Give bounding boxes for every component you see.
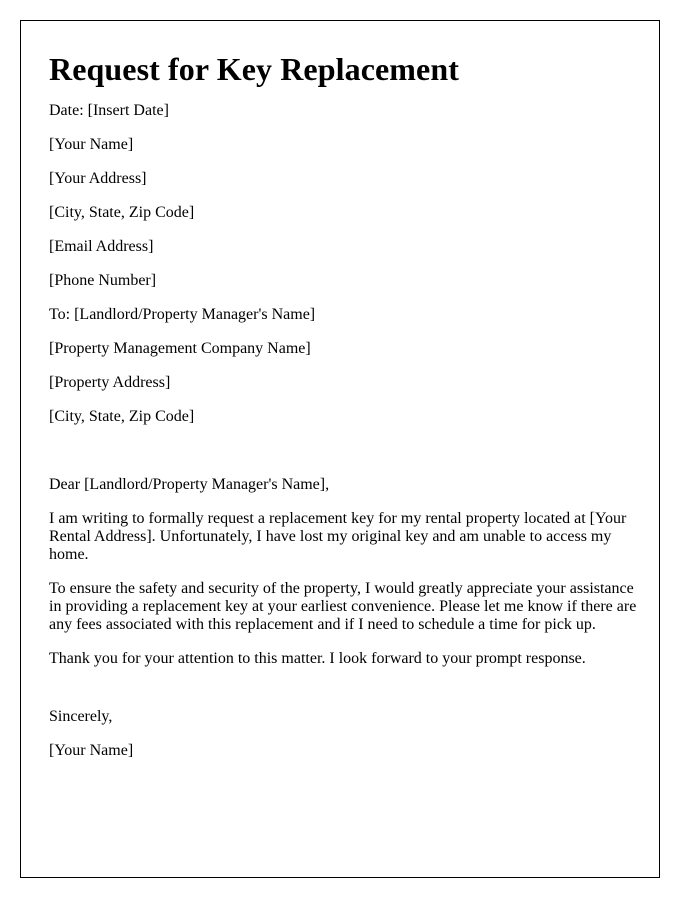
sender-address: [Your Address] bbox=[49, 170, 147, 187]
letter-title: Request for Key Replacement bbox=[49, 51, 460, 87]
body-paragraph: I am writing to formally request a replacement key for my rental property located at [Your Rental Address]. Unfortunately, I have lost my original key and am unable to access my home. bbox=[49, 510, 627, 563]
letter-body bbox=[49, 510, 637, 668]
body-paragraph: Thank you for your attention to this matter. I look forward to your prompt response. bbox=[49, 650, 586, 667]
recipient-to-line: To: [Landlord/Property Manager's Name] bbox=[49, 306, 316, 323]
signature: [Your Name] bbox=[49, 742, 134, 759]
spacer bbox=[49, 442, 631, 476]
sender-block bbox=[49, 102, 631, 290]
sender-city-state-zip: [City, State, Zip Code] bbox=[49, 204, 195, 221]
recipient-company: [Property Management Company Name] bbox=[49, 340, 311, 357]
sender-phone: [Phone Number] bbox=[49, 272, 157, 289]
sender-name: [Your Name] bbox=[49, 136, 134, 153]
date-line: Date: [Insert Date] bbox=[49, 102, 169, 119]
letter-page bbox=[20, 20, 660, 878]
body-paragraph: To ensure the safety and security of the property, I would greatly appreciate your assistance in providing a replacement key at your earliest convenience. Please let me know if there are any fees associated with this replacement and if I need to schedule a time for pick up. bbox=[49, 580, 637, 633]
recipient-city-state-zip: [City, State, Zip Code] bbox=[49, 408, 195, 425]
salutation: Dear [Landlord/Property Manager's Name], bbox=[49, 476, 330, 493]
closing: Sincerely, bbox=[49, 708, 113, 725]
recipient-address: [Property Address] bbox=[49, 374, 171, 391]
recipient-block bbox=[49, 306, 631, 426]
sender-email: [Email Address] bbox=[49, 238, 154, 255]
spacer bbox=[49, 684, 631, 708]
